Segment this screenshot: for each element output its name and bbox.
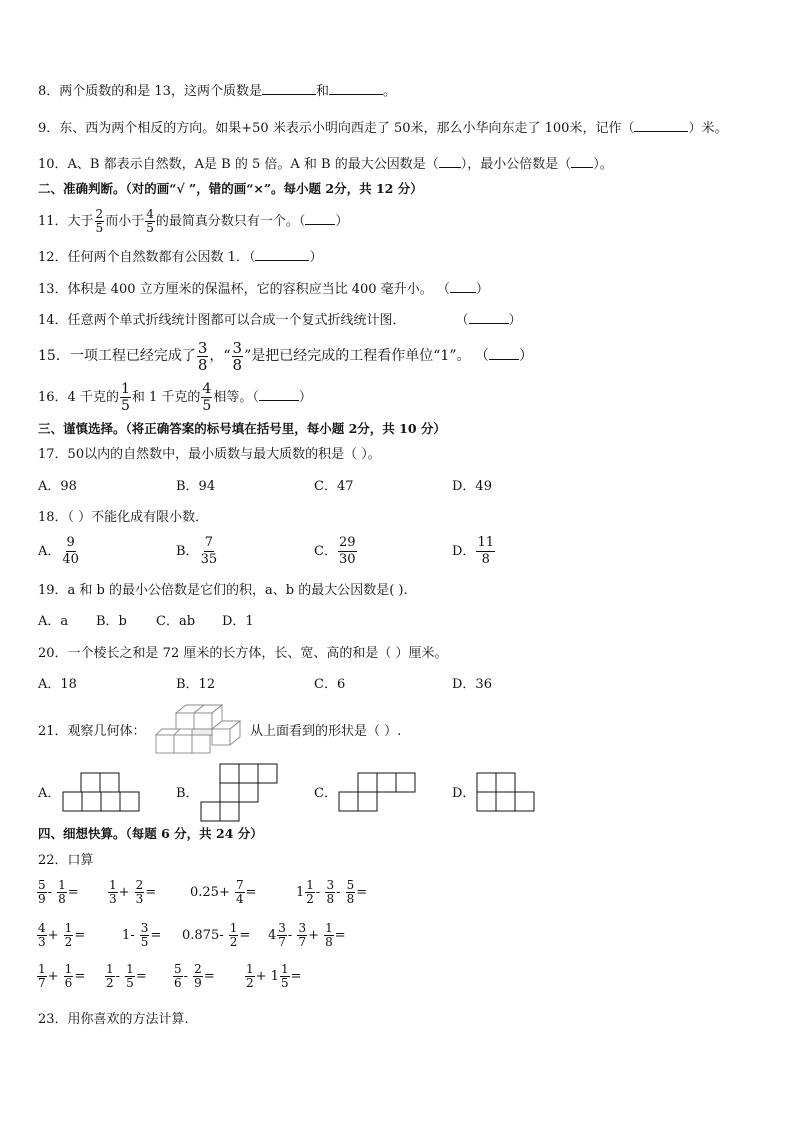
section-2-heading: 二、准确判断。（对的画“√ ”，错的画“×”。每小题 2分，共 12 分）: [38, 181, 423, 196]
answer-blank[interactable]: [469, 311, 509, 324]
option-c[interactable]: C．: [314, 786, 337, 801]
option-a[interactable]: A．a: [38, 614, 69, 629]
calc-item: 4 $\frac{3}{7}$ - $\frac{3}{7}$ + $\frac{1}{8}$ =: [268, 921, 346, 949]
fraction: $\frac{7}{35}$: [200, 535, 218, 567]
answer-blank[interactable]: [262, 82, 316, 95]
option-d[interactable]: D．49: [452, 479, 492, 494]
section-3-heading: 三、谨慎选择。（将正确答案的标号填在括号里，每小题 2分，共 10 分）: [38, 421, 446, 436]
fraction: $\frac{11}{8}$: [477, 535, 494, 567]
cube-solid-figure: [152, 703, 242, 755]
option-b[interactable]: B． $\frac{7}{35}$: [176, 535, 218, 567]
option-c[interactable]: C． $\frac{29}{30}$: [314, 535, 356, 567]
option-b[interactable]: B．94: [176, 479, 216, 494]
question-22-title: 22．口算: [38, 853, 94, 868]
fraction: $\frac{1}{5}$: [120, 381, 130, 414]
fraction: $\frac{9}{40}$: [62, 535, 79, 567]
question-21-stem: 21．观察几何体：: [38, 724, 146, 739]
answer-blank[interactable]: [255, 248, 309, 261]
question-13: 13．体积是 400 立方厘米的保温杯，它的容积应当比 400 毫升小。 （ ）: [38, 282, 489, 297]
answer-blank[interactable]: [634, 119, 688, 132]
option-a[interactable]: A．98: [38, 479, 77, 494]
question-8: 8．两个质数的和是 13，这两个质数是 和 。: [38, 84, 396, 99]
calc-item: 0.875- $\frac{1}{2}$ =: [182, 921, 251, 949]
section-4-heading: 四、细想快算。（每题 6 分，共 24 分）: [38, 826, 263, 841]
calc-item: 1 $\frac{1}{2}$ - $\frac{3}{8}$ - $\frac{5}{8}$ =: [296, 878, 368, 906]
option-d[interactable]: D．1: [222, 614, 254, 629]
calc-item: $\frac{5}{6}$ - $\frac{2}{9}$ =: [174, 962, 215, 990]
answer-blank[interactable]: [259, 388, 299, 401]
calc-item: $\frac{1}{2}$ - $\frac{1}{5}$ =: [106, 962, 147, 990]
option-a[interactable]: A．: [38, 786, 61, 801]
option-c[interactable]: C．47: [314, 479, 354, 494]
calc-item: $\frac{1}{7}$ + $\frac{1}{6}$ =: [38, 962, 86, 990]
shape-option-a[interactable]: [62, 772, 140, 814]
shape-option-c[interactable]: [338, 772, 418, 814]
option-d[interactable]: D．36: [452, 677, 492, 692]
fraction: $\frac{4}{5}$: [146, 207, 154, 235]
option-d[interactable]: D． $\frac{11}{8}$: [452, 535, 494, 567]
question-20: 20．一个棱长之和是 72 厘米的长方体，长、宽、高的和是（ ）厘米。: [38, 646, 448, 661]
question-17: 17．50以内的自然数中，最小质数与最大质数的积是（ ）。: [38, 447, 381, 462]
calc-item: $\frac{1}{3}$ + $\frac{2}{3}$ =: [109, 878, 157, 906]
answer-blank[interactable]: [489, 347, 519, 360]
question-16: 16．4 千克的 $\frac{1}{5}$ 和 1 千克的 $\frac{4}{5}$ 相等。（ ）: [38, 381, 312, 414]
option-a[interactable]: A．18: [38, 677, 77, 692]
calc-item: $\frac{1}{2}$ + 1 $\frac{1}{5}$ =: [246, 962, 302, 990]
option-c[interactable]: C．6: [314, 677, 346, 692]
question-10: 10．A、B 都表示自然数，A是 B 的 5 倍。A 和 B 的最大公因数是（ ），最小公倍数是（ ）。: [38, 157, 613, 172]
question-18: 18．（ ）不能化成有限小数．: [38, 510, 209, 525]
question-14: 14．任意两个单式折线统计图都可以合成一个复式折线统计图． （ ）: [38, 313, 522, 328]
fraction: $\frac{29}{30}$: [338, 535, 356, 567]
calc-item: $\frac{5}{9}$ - $\frac{1}{8}$ =: [38, 878, 79, 906]
shape-option-d[interactable]: [476, 772, 538, 814]
question-12: 12．任何两个自然数都有公因数 1．（ ）: [38, 250, 323, 265]
calc-item: $\frac{4}{3}$ + $\frac{1}{2}$ =: [38, 921, 86, 949]
option-b[interactable]: B．: [176, 786, 199, 801]
option-c[interactable]: C．ab: [156, 614, 196, 629]
answer-blank[interactable]: [450, 280, 476, 293]
fraction: $\frac{4}{5}$: [202, 381, 212, 414]
answer-blank[interactable]: [571, 155, 593, 168]
question-11: 11．大于 $\frac{2}{5}$ 而小于 $\frac{4}{5}$ 的最简真分数只有一个。（ ）: [38, 207, 349, 235]
question-9: 9．东、西为两个相反的方向。如果+50 米表示小明向西走了 50米，那么小华向东走了 100米，记作（ ）米。: [38, 121, 728, 136]
shape-option-b[interactable]: [200, 763, 280, 823]
calc-item: 0.25+ $\frac{7}{4}$ =: [190, 878, 257, 906]
option-a[interactable]: A． $\frac{9}{40}$: [38, 535, 79, 567]
answer-blank[interactable]: [439, 155, 461, 168]
option-b[interactable]: B．12: [176, 677, 216, 692]
option-b[interactable]: B．b: [96, 614, 127, 629]
answer-blank[interactable]: [329, 82, 383, 95]
question-15: 15．一项工程已经完成了 $\frac{3}{8}$ ，“ $\frac{3}{8}$ ”是把已经完成的工程看作单位“1”。 （ ）: [38, 339, 533, 374]
fraction: $\frac{2}{5}$: [95, 207, 104, 235]
question-23-title: 23．用你喜欢的方法计算.: [38, 1012, 189, 1027]
fraction: $\frac{3}{8}$: [232, 339, 243, 374]
fraction: $\frac{3}{8}$: [197, 339, 208, 374]
question-21-prompt: 从上面看到的形状是（ ）.: [250, 724, 402, 739]
answer-blank[interactable]: [305, 212, 335, 225]
question-19: 19．a 和 b 的最小公倍数是它们的积，a、b 的最大公因数是( ).: [38, 583, 408, 598]
calc-item: 1- $\frac{3}{5}$ =: [122, 921, 162, 949]
option-d[interactable]: D．: [452, 786, 476, 801]
